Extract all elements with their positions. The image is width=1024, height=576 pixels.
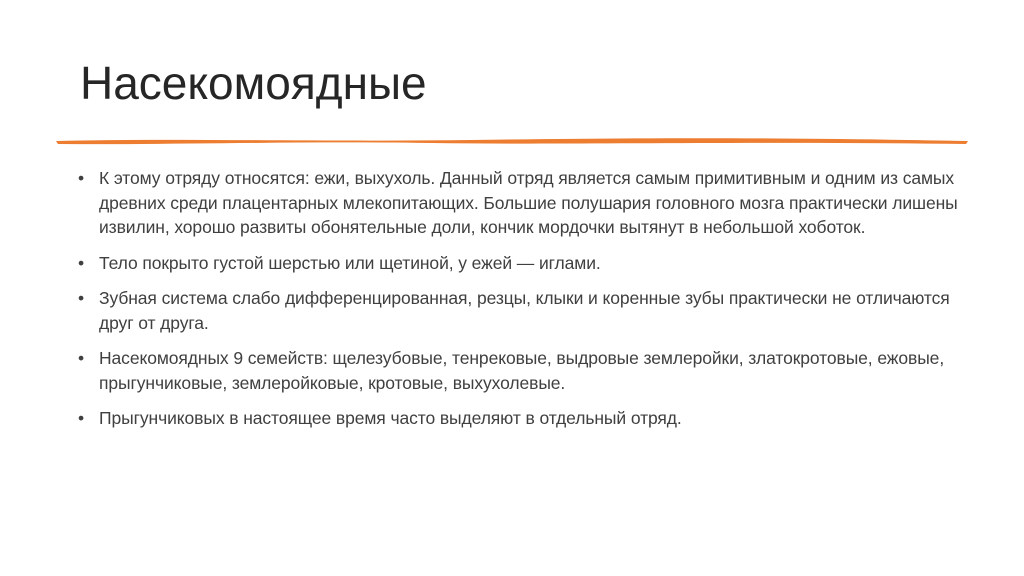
title-divider-brushstroke	[52, 128, 972, 152]
bullet-text: Тело покрыто густой шерстью или щетиной, у ежей — иглами.	[99, 252, 601, 273]
bullet-marker: •	[78, 408, 85, 428]
bullet-text: Прыгунчиковых в настоящее время часто выделяют в отдельный отряд.	[99, 408, 682, 428]
bullet-item-5	[78, 406, 958, 431]
bullet-item-1	[78, 166, 958, 240]
bullet-text: К этому отряду относятся: ежи, выхухоль. Данный отряд является самым примитивным и одним из самых древних среди плацентарных млекопитающих. Большие полушария головного мозга практически лишены извилин, хорошо развиты обонятельные доли, кончик мордочки вытянут в небольшой хоботок.	[99, 168, 958, 237]
bullet-text: Зубная система слабо дифференцированная, резцы, клыки и коренные зубы практически не отличаются друг от друга.	[99, 288, 950, 333]
bullet-text: Насекомоядных 9 семейств: щелезубовые, тенрековые, выдровые землеройки, златокротовые, ежовые, прыгунчиковые, землеройковые, кротовые, выхухолевые.	[99, 348, 945, 393]
slide-title: Насекомоядные	[80, 57, 427, 109]
bullet-marker: •	[78, 288, 85, 308]
bullet-item-3	[78, 286, 958, 335]
bullet-marker: •	[78, 252, 85, 273]
brushstroke-path	[56, 138, 968, 144]
bullet-marker: •	[78, 348, 85, 368]
bullet-item-4	[78, 346, 958, 395]
bullet-item-2	[78, 251, 958, 276]
bullet-marker: •	[78, 168, 85, 188]
bullet-list	[78, 166, 958, 442]
